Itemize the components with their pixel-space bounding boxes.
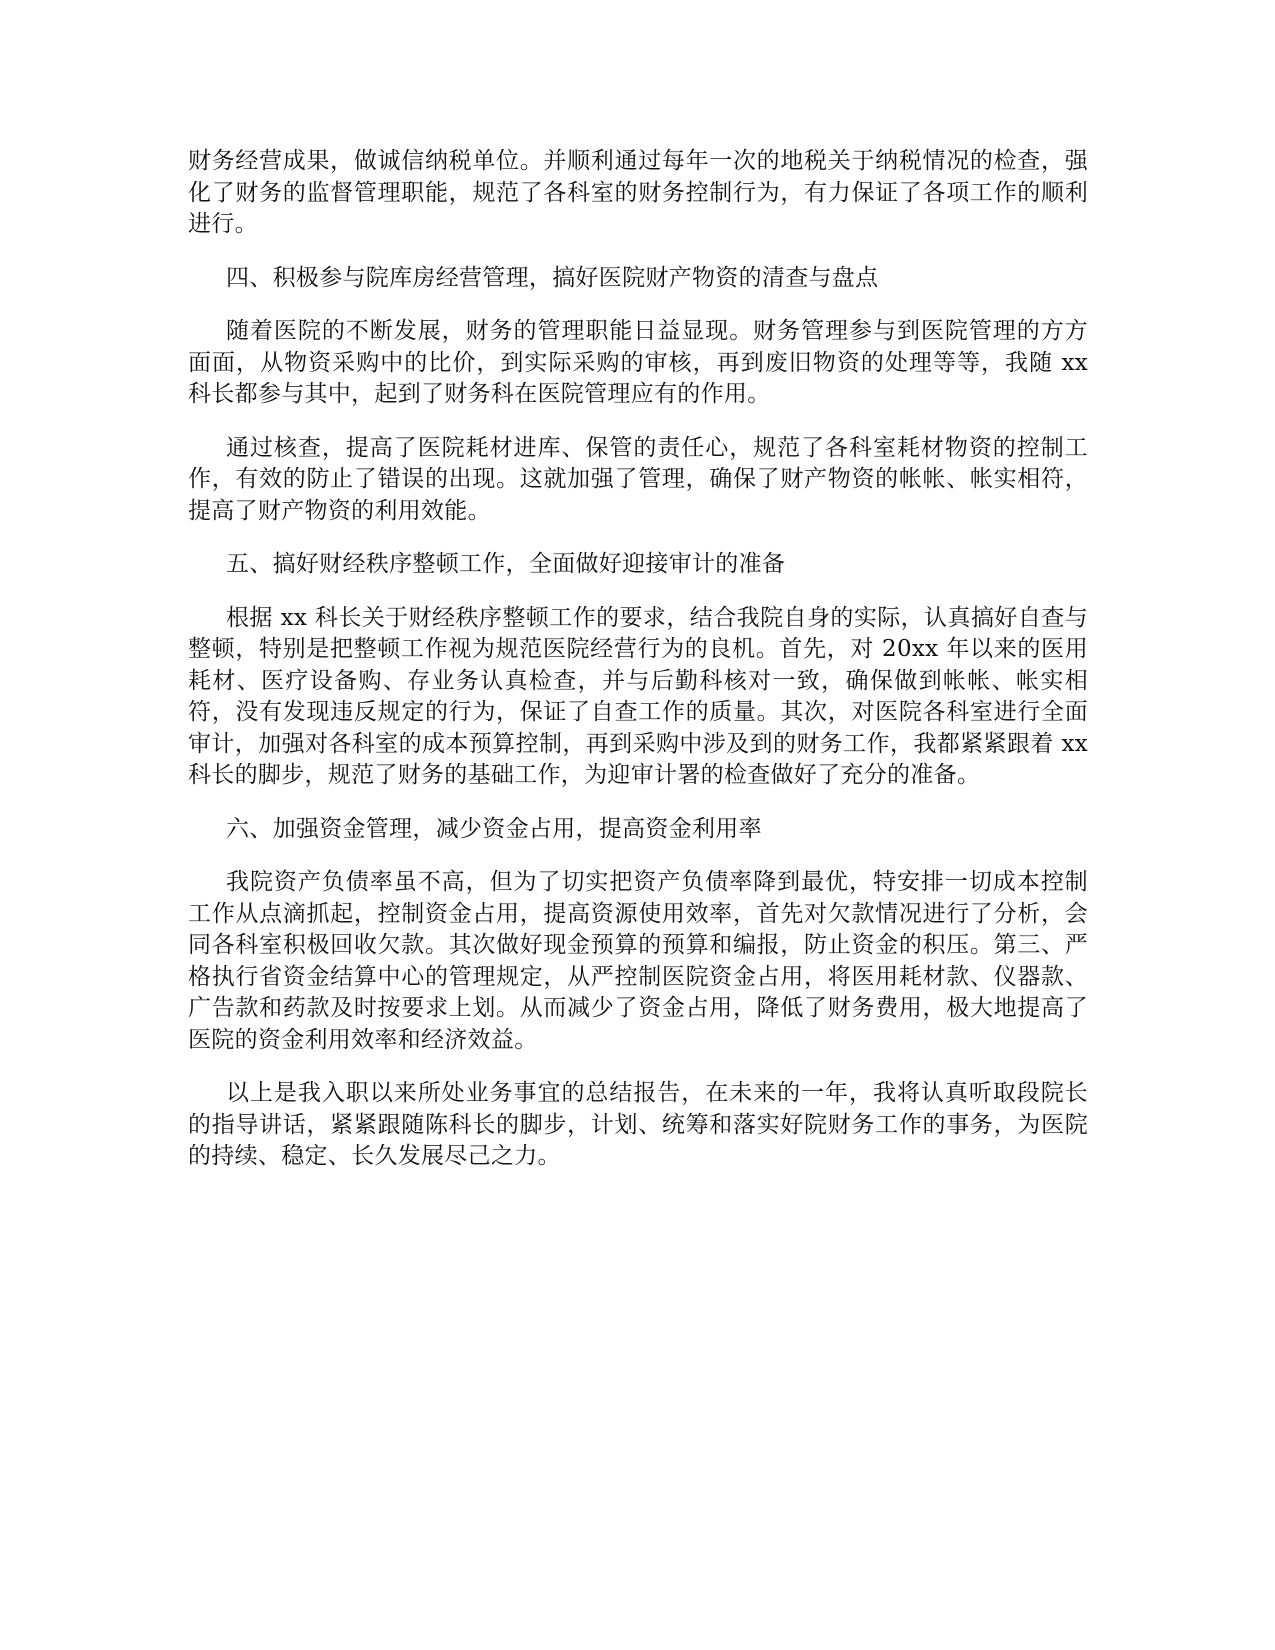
paragraph-conclusion: 以上是我入职以来所处业务事宜的总结报告，在未来的一年，我将认真听取段院长的指导讲话，紧紧跟随陈科长的脚步，计划、统筹和落实好院财务工作的事务，为医院的持续、稳定、长久发展尽己之力。 — [188, 1080, 1088, 1169]
section-heading-5: 五、搞好财经秩序整顿工作，全面做好迎接审计的准备 — [226, 551, 786, 577]
paragraph-continuation: 财务经营成果，做诚信纳税单位。并顺利通过每年一次的地税关于纳税情况的检查，强化了财务的监督管理职能，规范了各科室的财务控制行为，有力保证了各项工作的顺利进行。 — [188, 148, 1088, 237]
document-body — [188, 146, 1088, 1195]
paragraph: 随着医院的不断发展，财务的管理职能日益显现。财务管理参与到医院管理的方方面面，从物资采购中的比价，到实际采购的审核，再到废旧物资的处理等等，我随 xx 科长都参与其中，起到了财务科在医院管理应有的作用。 — [188, 318, 1088, 407]
section-heading-6: 六、加强资金管理，减少资金占用，提高资金利用率 — [226, 815, 762, 842]
paragraph: 通过核查，提高了医院耗材进库、保管的责任心，规范了各科室耗材物资的控制工作，有效的防止了错误的出现。这就加强了管理，确保了财产物资的帐帐、帐实相符，提高了财产物资的利用效能。 — [188, 434, 1088, 524]
section-heading-4: 四、积极参与院库房经营管理，搞好医院财产物资的清查与盘点 — [226, 264, 879, 291]
paragraph: 根据 xx 科长关于财经秩序整顿工作的要求，结合我院自身的实际，认真搞好自查与整顿，特别是把整顿工作视为规范医院经营行为的良机。首先，对 20xx 年以来的医用耗材、医疗设备购、存业务认真检查，并与后勤科核对一致，确保做到帐帐、帐实相符，没有发现违反规定的行为，保证了自查工作的质量。其次，对医院各科室进行全面审计，加强对各科室的成本预算控制，再到采购中涉及到的财务工作，我都紧紧跟着 xx 科长的脚步，规范了财务的基础工作，为迎审计署的检查做好了充分的准备。 — [188, 604, 1088, 788]
paragraph: 我院资产负债率虽不高，但为了切实把资产负债率降到最优，特安排一切成本控制工作从点滴抓起，控制资金占用，提高资源使用效率，首先对欠款情况进行了分析，会同各科室积极回收欠款。其次做好现金预算的预算和编报，防止资金的积压。第三、严格执行省资金结算中心的管理规定，从严控制医院资金占用，将医用耗材款、仪器款、广告款和药款及时按要求上划。从而减少了资金占用，降低了财务费用，极大地提高了医院的资金利用效率和经济效益。 — [188, 869, 1088, 1053]
